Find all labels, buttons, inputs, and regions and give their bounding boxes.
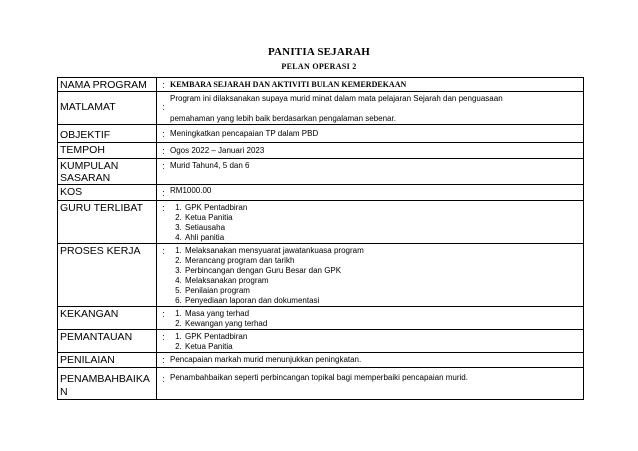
colon: : <box>162 332 165 342</box>
list-item: 6. Penyediaan laporan dan dokumentasi <box>184 296 583 306</box>
value-tempoh: Ogos 2022 – Januari 2023 <box>170 146 265 155</box>
colon: : <box>162 146 165 156</box>
label-proses-kerja: PROSES KERJA <box>58 244 157 307</box>
value-kumpulan-sasaran: Murid Tahun4, 5 dan 6 <box>170 161 250 170</box>
list-item: 5. Penilaian program <box>184 286 583 296</box>
row-kumpulan-sasaran <box>58 159 584 185</box>
label-kumpulan-sasaran: KUMPULAN SASARAN <box>58 159 157 185</box>
row-pemantauan <box>58 330 584 353</box>
list-item: 4. Ahli panitia <box>184 233 583 243</box>
colon: : <box>162 309 165 319</box>
operation-plan-table <box>57 77 584 400</box>
row-proses-kerja <box>58 244 584 307</box>
list-kekangan <box>170 307 583 329</box>
row-guru-terlibat <box>58 201 584 244</box>
matlamat-line-2: pemahaman yang lebih baik berdasarkan pengalaman sebenar. <box>170 114 396 123</box>
label-guru-terlibat: GURU TERLIBAT <box>58 201 157 244</box>
colon: : <box>162 80 165 90</box>
label-nama-program: NAMA PROGRAM <box>58 78 157 92</box>
colon: : <box>162 246 165 256</box>
list-item: 2. Merancang program dan tarikh <box>184 256 583 266</box>
list-item: 1. GPK Pentadbiran <box>184 203 583 213</box>
label-pemantauan: PEMANTAUAN <box>58 330 157 353</box>
row-tempoh <box>58 143 584 159</box>
list-item: 2. Ketua Panitia <box>184 213 583 223</box>
list-item: 1. Masa yang terhad <box>184 309 583 319</box>
row-kekangan <box>58 307 584 330</box>
label-matlamat-text: MATLAMAT <box>60 101 116 113</box>
list-item: 3. Setiausaha <box>184 223 583 233</box>
value-nama-program: KEMBARA SEJARAH DAN AKTIVITI BULAN KEMERDEKAAN <box>170 80 407 89</box>
label-penambahbaikan-text: PENAMBAHBAIKAN <box>60 373 150 398</box>
label-tempoh: TEMPOH <box>58 143 157 159</box>
row-penilaian <box>58 353 584 368</box>
list-item: 1. Melaksanakan mensyuarat jawatankuasa program <box>184 246 583 256</box>
list-item: 3. Perbincangan dengan Guru Besar dan GPK <box>184 266 583 276</box>
label-penambahbaikan <box>58 368 157 400</box>
list-item: 4. Melaksanakan program <box>184 276 583 286</box>
row-penambahbaikan <box>58 368 584 400</box>
document-subtitle: PELAN OPERASI 2 <box>281 62 357 71</box>
list-proses-kerja <box>170 244 583 306</box>
list-item: 2. Ketua Panitia <box>184 342 583 352</box>
value-penambahbaikan: Penambahbaikan seperti perbincangan topikal bagi memperbaiki pencapaian murid. <box>170 373 468 382</box>
list-item: 1. GPK Pentadbiran <box>184 332 583 342</box>
list-item: 2. Kewangan yang terhad <box>184 319 583 329</box>
label-kos: KOS <box>58 185 157 201</box>
value-kos: RM1000.00 <box>170 186 212 195</box>
colon: : <box>162 188 165 198</box>
label-objektif-text: OBJEKTIF <box>60 129 111 141</box>
value-penilaian: Pencapaian markah murid menunjukkan peningkatan. <box>170 355 362 364</box>
value-matlamat <box>170 92 583 124</box>
colon: : <box>162 355 165 365</box>
matlamat-line-1: Program ini dilaksanakan supaya murid minat dalam mata pelajaran Sejarah dan penguasaan <box>170 94 503 103</box>
row-objektif <box>58 125 584 143</box>
colon: : <box>162 129 165 139</box>
colon: : <box>162 102 165 112</box>
label-kekangan: KEKANGAN <box>58 307 157 330</box>
label-penilaian: PENILAIAN <box>58 353 157 368</box>
value-objektif: Meningkatkan pencapaian TP dalam PBD <box>170 129 319 138</box>
colon: : <box>162 203 165 213</box>
row-matlamat <box>58 92 584 125</box>
row-nama-program <box>58 78 584 92</box>
label-matlamat <box>58 92 157 125</box>
list-pemantauan <box>170 330 583 352</box>
document-title: PANITIA SEJARAH <box>267 46 371 58</box>
colon: : <box>162 374 165 384</box>
list-guru-terlibat <box>170 201 583 243</box>
label-objektif <box>58 125 157 143</box>
colon: : <box>162 161 165 171</box>
row-kos <box>58 185 584 201</box>
